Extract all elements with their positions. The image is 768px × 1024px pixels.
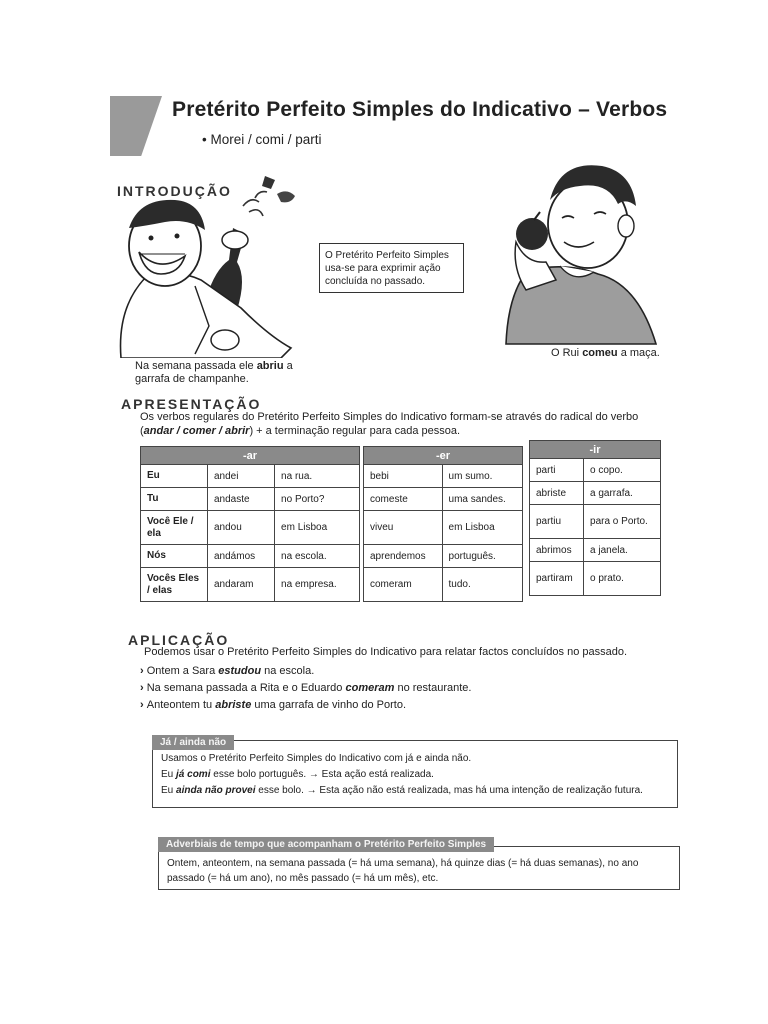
- table-row: [364, 545, 523, 568]
- table-header: -er: [364, 447, 523, 465]
- adverbiais-tag: Adverbiais de tempo que acompanham o Pretérito Perfeito Simples: [158, 837, 494, 852]
- complement-cell: o prato.: [584, 562, 661, 596]
- table-row: [141, 465, 360, 488]
- complement-cell: na escola.: [275, 545, 360, 568]
- complement-cell: a garrafa.: [584, 482, 661, 505]
- verb-cell: aprendemos: [364, 545, 443, 568]
- verb-cell: abrimos: [530, 539, 584, 562]
- complement-cell: tudo.: [442, 568, 522, 602]
- complement-cell: a janela.: [584, 539, 661, 562]
- examples-list: [140, 663, 471, 714]
- table-row: [141, 488, 360, 511]
- complement-cell: em Lisboa: [442, 511, 522, 545]
- verb-cell: bebi: [364, 465, 443, 488]
- boy-eating-apple-image: [498, 160, 668, 350]
- table-row: [530, 539, 661, 562]
- table-header: -ir: [530, 441, 661, 459]
- complement-cell: em Lisboa: [275, 511, 360, 545]
- verb-cell: andou: [208, 511, 275, 545]
- verb-cell: partiram: [530, 562, 584, 596]
- apresentacao-heading: APRESENTAÇÃO: [121, 396, 262, 412]
- verb-cell: andaram: [208, 568, 275, 602]
- table-header: -ar: [141, 447, 360, 465]
- pronoun-cell: Você Ele / ela: [141, 511, 208, 545]
- table-row: [530, 505, 661, 539]
- caption-right: O Rui comeu a maça.: [551, 347, 660, 359]
- complement-cell: o copo.: [584, 459, 661, 482]
- complement-cell: na empresa.: [275, 568, 360, 602]
- table-row: [364, 511, 523, 545]
- pronoun-cell: Eu: [141, 465, 208, 488]
- table-row: [141, 545, 360, 568]
- verb-cell: abriste: [530, 482, 584, 505]
- verb-cell: partiu: [530, 505, 584, 539]
- ja-ainda-line-2: Eu já comi esse bolo português. → Esta ação está realizada.: [161, 769, 434, 780]
- table-row: [141, 511, 360, 545]
- pronoun-cell: Nós: [141, 545, 208, 568]
- verb-cell: comeste: [364, 488, 443, 511]
- definition-box: O Pretérito Perfeito Simples usa-se para exprimir ação concluída no passado.: [319, 243, 464, 293]
- list-item: › Anteontem tu abriste uma garrafa de vinho do Porto.: [140, 697, 471, 714]
- page-title: Pretérito Perfeito Simples do Indicativo – Verbos: [172, 98, 668, 121]
- table-row: [530, 482, 661, 505]
- verb-cell: andei: [208, 465, 275, 488]
- complement-cell: para o Porto.: [584, 505, 661, 539]
- complement-cell: na rua.: [275, 465, 360, 488]
- intro-heading: INTRODUÇÃO: [117, 183, 232, 199]
- verb-cell: viveu: [364, 511, 443, 545]
- complement-cell: uma sandes.: [442, 488, 522, 511]
- verb-cell: comeram: [364, 568, 443, 602]
- apresentacao-text: Os verbos regulares do Pretérito Perfeito Simples do Indicativo formam-se através do radical do verbo (andar / comer / abrir) + a terminação regular para cada pessoa.: [140, 411, 639, 437]
- corner-decoration: [110, 96, 162, 156]
- page-subtitle: • Morei / comi / parti: [202, 132, 322, 147]
- table-row: [364, 465, 523, 488]
- aplicacao-heading: APLICAÇÃO: [128, 632, 230, 648]
- conjugation-table-er: [363, 446, 523, 602]
- list-item: › Na semana passada a Rita e o Eduardo comeram no restaurante.: [140, 680, 471, 697]
- list-item: › Ontem a Sara estudou na escola.: [140, 663, 471, 680]
- complement-cell: português.: [442, 545, 522, 568]
- table-row: [141, 568, 360, 602]
- ja-ainda-line-1: Usamos o Pretérito Perfeito Simples do Indicativo com já e ainda não.: [161, 753, 472, 764]
- complement-cell: no Porto?: [275, 488, 360, 511]
- verb-cell: andaste: [208, 488, 275, 511]
- table-row: [364, 568, 523, 602]
- ja-ainda-box: [152, 740, 678, 808]
- pronoun-cell: Vocês Eles / elas: [141, 568, 208, 602]
- verb-cell: andámos: [208, 545, 275, 568]
- table-row: [530, 459, 661, 482]
- complement-cell: um sumo.: [442, 465, 522, 488]
- ja-ainda-line-3: Eu ainda não provei esse bolo. → Esta ação não está realizada, mas há uma intenção de realização futura.: [161, 785, 643, 796]
- conjugation-table-ar: [140, 446, 360, 602]
- pronoun-cell: Tu: [141, 488, 208, 511]
- adverbiais-box: Ontem, anteontem, na semana passada (= há uma semana), há quinze dias (= há duas semanas), no ano passado (= há um ano), no mês passado (= há um mês), etc.: [158, 846, 680, 890]
- conjugation-table-ir: [529, 440, 661, 596]
- table-row: [364, 488, 523, 511]
- aplicacao-text: Podemos usar o Pretérito Perfeito Simples do Indicativo para relatar factos concluídos no passado.: [144, 646, 628, 658]
- ja-ainda-tag: Já / ainda não: [152, 735, 234, 750]
- caption-left: Na semana passada ele abriu a garrafa de champanhe.: [135, 360, 293, 385]
- man-opening-champagne-image: [115, 168, 300, 358]
- table-row: [530, 562, 661, 596]
- verb-cell: parti: [530, 459, 584, 482]
